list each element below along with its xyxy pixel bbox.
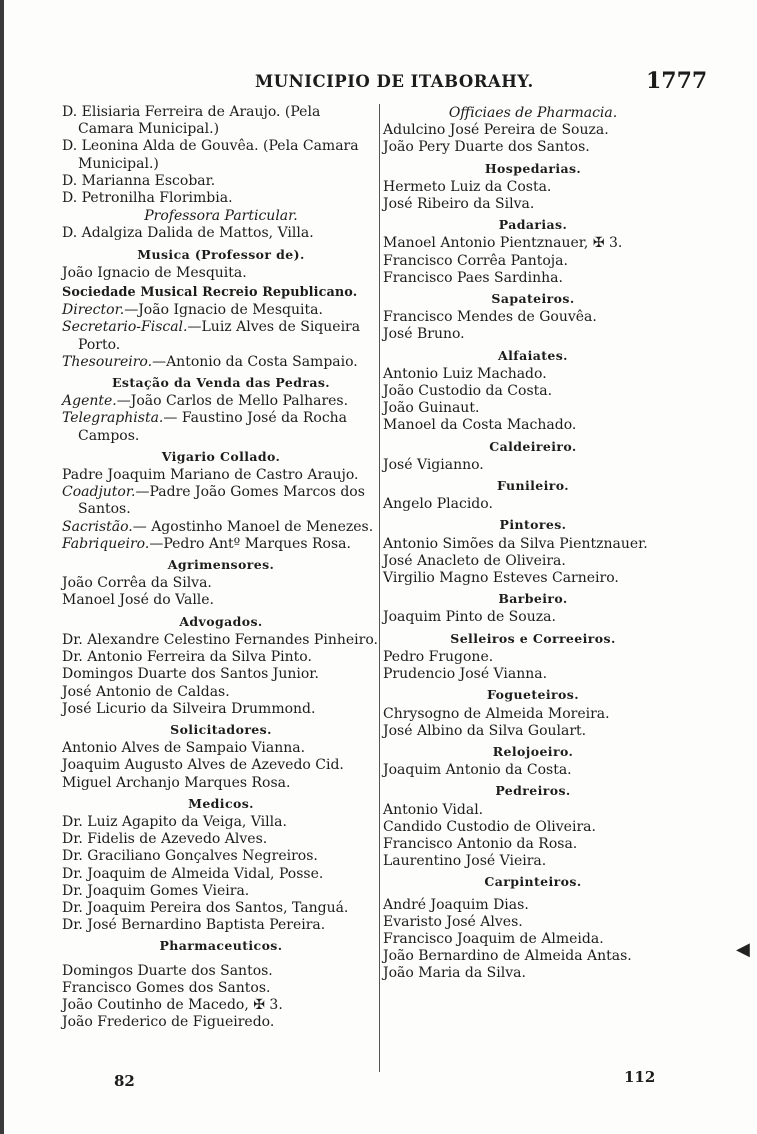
- list-item: Antonio Simões da Silva Pientznauer.: [383, 535, 648, 552]
- list-item: João Guinaut.: [383, 400, 480, 417]
- page-number: 1777: [646, 68, 708, 94]
- section-heading-pharmaceuticos: Pharmaceuticos.: [159, 938, 283, 954]
- list-item: Miguel Archanjo Marques Rosa.: [62, 774, 291, 791]
- section-heading-pintores: Pintores.: [499, 517, 567, 533]
- list-item: Prudencio José Vianna.: [383, 666, 548, 683]
- list-item: Francisco Mendes de Gouvêa.: [383, 309, 597, 326]
- list-item: João Ignacio de Mesquita.: [62, 264, 247, 281]
- entry-role: Fabriqueiro.: [62, 535, 150, 552]
- page-edge: [0, 0, 4, 1134]
- section-heading-padarias: Padarias.: [498, 217, 568, 233]
- list-item: Dr. Joaquim de Almeida Vidal, Posse.: [62, 865, 324, 882]
- list-item: João Maria da Silva.: [383, 965, 526, 982]
- section-heading-funileiro: Funileiro.: [496, 478, 570, 494]
- entry-text: — Agostinho Manoel de Menezes.: [132, 518, 374, 535]
- list-item: André Joaquim Dias.: [383, 896, 529, 913]
- list-item: [62, 536, 380, 553]
- list-item: [62, 302, 380, 319]
- list-item: Dr. Fidelis de Azevedo Alves.: [62, 831, 268, 848]
- entry-role: Sacristão.: [62, 518, 133, 535]
- list-item: Francisco Gomes dos Santos.: [62, 979, 271, 996]
- section-heading-selleiros: Selleiros e Correeiros.: [450, 630, 616, 646]
- list-item: João Custodio da Costa.: [383, 383, 553, 400]
- entry-text: —João Carlos de Mello Palhares.: [116, 393, 349, 410]
- solicitadores-entries: [62, 740, 380, 792]
- section-heading-estacao: Estação da Venda das Pedras.: [111, 375, 331, 391]
- section-heading-musica: Musica (Professor de).: [137, 246, 305, 262]
- estacao-entries: [62, 393, 380, 445]
- entry-text: Padre Joaquim Mariano de Castro Araujo.: [62, 467, 359, 484]
- list-item: Francisco Corrêa Pantoja.: [383, 252, 568, 269]
- list-item: Manoel da Costa Machado.: [383, 417, 577, 434]
- list-item: Evaristo José Alves.: [383, 913, 523, 930]
- hospedarias-entries: [383, 179, 683, 213]
- right-column: [383, 104, 683, 983]
- list-item: Antonio Luiz Machado.: [383, 365, 547, 382]
- section-heading-alfaiates: Alfaiates.: [498, 347, 568, 363]
- entry-role: Secretario-Fiscal.: [62, 319, 188, 336]
- list-item: [62, 519, 380, 536]
- section-heading-hospedarias: Hospedarias.: [484, 160, 582, 176]
- list-item: D. Leonina Alda de Gouvêa. (Pela Camara Municipal.): [62, 138, 359, 172]
- selleiros-entries: [383, 649, 683, 683]
- padarias-entries: [383, 235, 683, 287]
- list-item: José Anacleto de Oliveira.: [383, 552, 566, 569]
- list-item: Francisco Paes Sardinha.: [383, 269, 563, 286]
- section-heading-carpinteiros: Carpinteiros.: [484, 874, 582, 890]
- list-item: [62, 319, 380, 353]
- list-item: Dr. Alexandre Celestino Fernandes Pinheiro.: [62, 631, 378, 648]
- list-item: Chrysogno de Almeida Moreira.: [383, 705, 610, 722]
- alfaiates-entries: [383, 366, 683, 435]
- list-item: Joaquim Antonio da Costa.: [383, 762, 572, 779]
- section-heading-medicos: Medicos.: [188, 795, 254, 811]
- list-item: Manoel Antonio Pientznauer, ✠ 3.: [383, 235, 623, 252]
- section-heading-sociedade: Sociedade Musical Recreio Republicano.: [62, 285, 358, 301]
- list-item: Domingos Duarte dos Santos Junior.: [62, 666, 319, 683]
- list-item: João Coutinho de Macedo, ✠ 3.: [62, 996, 283, 1013]
- section-heading-vigario: Vigario Collado.: [161, 448, 281, 464]
- entry-role: Agente.: [62, 393, 117, 410]
- margin-arrow-icon: ◀: [736, 939, 750, 960]
- left-column: [62, 104, 380, 1031]
- list-item: Francisco Joaquim de Almeida.: [383, 930, 604, 947]
- section-heading-sapateiros: Sapateiros.: [491, 291, 575, 307]
- list-item: José Licurio da Silveira Drummond.: [62, 700, 316, 717]
- section-heading-relojoeiro: Relojoeiro.: [492, 743, 574, 759]
- entry-text: — Faustino José da Rocha Campos.: [78, 410, 348, 444]
- professora-entries: [62, 225, 380, 242]
- footer-left-number: 82: [114, 1072, 135, 1090]
- entry-text: —Pedro Antº Marques Rosa.: [149, 535, 351, 552]
- list-item: José Vigianno.: [383, 456, 484, 473]
- section-heading-barbeiro: Barbeiro.: [498, 591, 568, 607]
- list-item: Hermeto Luiz da Costa.: [383, 178, 552, 195]
- medicos-entries: [62, 814, 380, 934]
- top-entries: [62, 104, 380, 207]
- list-item: Dr. Graciliano Gonçalves Negreiros.: [62, 848, 318, 865]
- list-item: Dr. Antonio Ferreira da Silva Pinto.: [62, 649, 312, 666]
- entry-text: —Luiz Alves de Siqueira Porto.: [78, 319, 361, 353]
- pedreiros-entries: [383, 802, 683, 871]
- section-heading-pedreiros: Pedreiros.: [495, 783, 571, 799]
- list-item: D. Elisiaria Ferreira de Araujo. (Pela Camara Municipal.): [62, 104, 321, 138]
- vigario-entries: [62, 467, 380, 553]
- entry-role: Coadjutor.: [62, 484, 136, 501]
- section-heading-solicitadores: Solicitadores.: [170, 721, 272, 737]
- list-item: D. Petronilha Florimbia.: [62, 190, 233, 207]
- list-item: D. Marianna Escobar.: [62, 172, 216, 189]
- list-item: [62, 393, 380, 410]
- pharmaceuticos-entries: [62, 963, 380, 1032]
- agrimensores-entries: [62, 575, 380, 609]
- caldeireiro-entries: [383, 457, 683, 474]
- carpinteiros-entries: [383, 897, 683, 983]
- list-item: José Antonio de Caldas.: [62, 683, 230, 700]
- list-item: [62, 354, 380, 371]
- section-heading-caldeireiro: Caldeireiro.: [489, 438, 577, 454]
- musica-entries: [62, 265, 380, 282]
- list-item: Joaquim Augusto Alves de Azevedo Cid.: [62, 757, 344, 774]
- list-item: João Bernardino de Almeida Antas.: [383, 948, 632, 965]
- entry-text: —Padre João Gomes Marcos dos Santos.: [78, 484, 365, 518]
- sociedade-entries: [62, 302, 380, 371]
- barbeiro-entries: [383, 609, 683, 626]
- list-item: Domingos Duarte dos Santos.: [62, 962, 273, 979]
- list-item: João Frederico de Figueiredo.: [62, 1014, 275, 1031]
- advogados-entries: [62, 632, 380, 718]
- officiaes-entries: [383, 122, 683, 156]
- list-item: [62, 484, 380, 518]
- entry-role: Telegraphista.: [62, 410, 164, 427]
- list-item: Virgilio Magno Esteves Carneiro.: [383, 570, 619, 587]
- list-item: Antonio Vidal.: [383, 801, 484, 818]
- list-item: Adulcino José Pereira de Souza.: [383, 122, 609, 139]
- list-item: Pedro Frugone.: [383, 648, 494, 665]
- list-item: D. Adalgiza Dalida de Mattos, Villa.: [62, 225, 314, 242]
- entry-text: —Antonio da Costa Sampaio.: [152, 353, 358, 370]
- pintores-entries: [383, 536, 683, 588]
- funileiro-entries: [383, 496, 683, 513]
- list-item: Francisco Antonio da Rosa.: [383, 835, 578, 852]
- relojoeiro-entries: [383, 762, 683, 779]
- list-item: Joaquim Pinto de Souza.: [383, 609, 556, 626]
- list-item: Dr. Luiz Agapito da Veiga, Villa.: [62, 813, 287, 830]
- entry-text: —João Ignacio de Mesquita.: [124, 302, 323, 319]
- section-heading-fogueteiros: Fogueteiros.: [487, 687, 579, 703]
- list-item: Laurentino José Vieira.: [383, 853, 547, 870]
- entry-role: Thesoureiro.: [62, 353, 153, 370]
- list-item: [62, 467, 380, 484]
- list-item: Angelo Placido.: [383, 496, 493, 513]
- list-item: Antonio Alves de Sampaio Vianna.: [62, 740, 306, 757]
- list-item: Candido Custodio de Oliveira.: [383, 818, 596, 835]
- page-title: MUNICIPIO DE ITABORAHY.: [255, 72, 534, 91]
- list-item: José Albino da Silva Goulart.: [383, 722, 587, 739]
- entry-role: Director.: [62, 302, 125, 319]
- page-header: [0, 68, 757, 98]
- list-item: João Pery Duarte dos Santos.: [383, 139, 590, 156]
- list-item: Dr. Joaquim Pereira dos Santos, Tanguá.: [62, 899, 349, 916]
- list-item: Dr. José Bernardino Baptista Pereira.: [62, 917, 326, 934]
- list-item: Manoel José do Valle.: [62, 592, 215, 609]
- section-heading-officiaes: Officiaes de Pharmacia.: [448, 105, 618, 121]
- footer-right-number: 112: [624, 1068, 656, 1086]
- section-heading-advogados: Advogados.: [179, 613, 263, 629]
- list-item: [62, 410, 380, 444]
- fogueteiros-entries: [383, 706, 683, 740]
- list-item: João Corrêa da Silva.: [62, 575, 212, 592]
- section-heading-agrimensores: Agrimensores.: [167, 557, 275, 573]
- sapateiros-entries: [383, 309, 683, 343]
- list-item: Dr. Joaquim Gomes Vieira.: [62, 882, 250, 899]
- list-item: José Bruno.: [383, 326, 465, 343]
- section-heading-professora: Professora Particular.: [144, 208, 298, 225]
- list-item: José Ribeiro da Silva.: [383, 196, 535, 213]
